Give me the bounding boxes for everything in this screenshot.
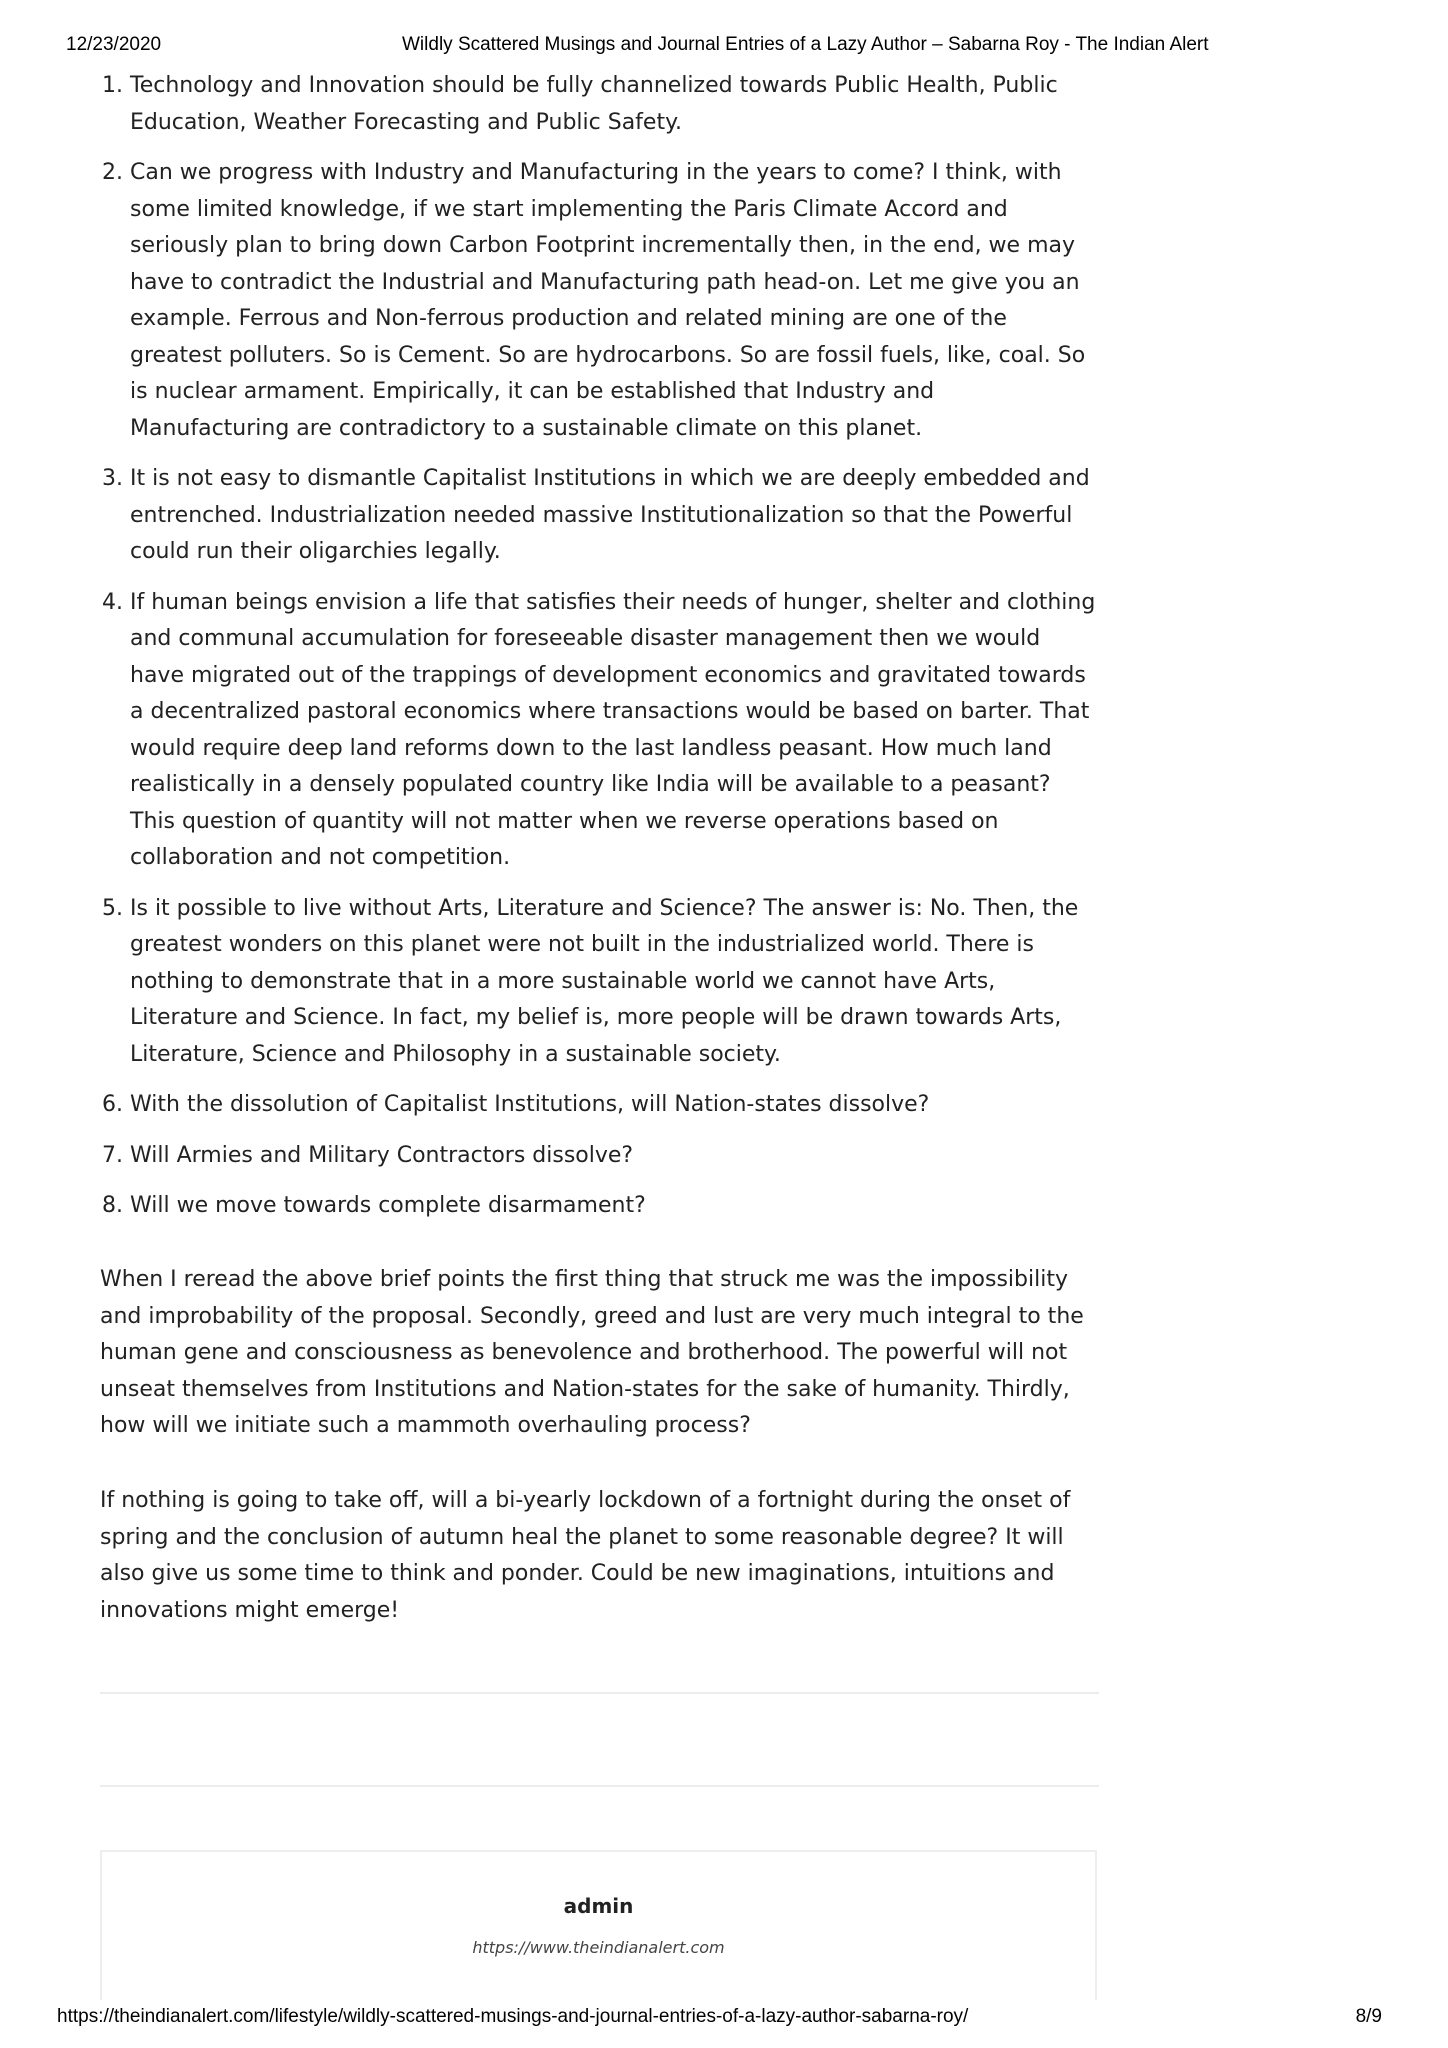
list-item: 2. Can we progress with Industry and Manufacturing in the years to come? I think, with some limited knowledge, if we start implementing the Paris Climate Accord and seriously plan to bring down Carbon Footprint incrementally then, in the end, we may have to contradict the Industrial and Manufacturing path head-on. Let me give you an example. Ferrous and Non-ferrous production and related mining are one of the greatest polluters. So is Cement. So are hydrocarbons. So are fossil fuels, like, coal. So is nuclear armament. Empirically, it can be established that Industry and Manufacturing are contradictory to a sustainable climate on this planet. xyxy=(130,155,1100,447)
divider xyxy=(100,1785,1099,1787)
print-page-number: 8/9 xyxy=(1355,2006,1382,2027)
list-item: 1. Technology and Innovation should be fully channelized towards Public Health, Public Education, Weather Forecasting and Public Safety. xyxy=(130,68,1100,141)
print-page-title: Wildly Scattered Musings and Journal Entries of a Lazy Author – Sabarna Roy - The Indian Alert xyxy=(402,34,1209,55)
author-website-link[interactable]: https://www.theindianalert.com xyxy=(472,1938,725,1957)
author-name-link[interactable]: admin xyxy=(563,1894,634,1918)
numbered-list xyxy=(100,68,1100,1225)
print-header xyxy=(66,34,1382,60)
print-date: 12/23/2020 xyxy=(66,34,162,55)
list-item: 5. Is it possible to live without Arts, Literature and Science? The answer is: No. Then, the greatest wonders on this planet were not built in the industrialized world. There is nothing to demonstrate that in a more sustainable world we cannot have Arts, Literature and Science. In fact, my belief is, more people will be drawn towards Arts, Literature, Science and Philosophy in a sustainable society. xyxy=(130,891,1100,1074)
list-item: 8. Will we move towards complete disarmament? xyxy=(130,1188,1100,1225)
list-item: 7. Will Armies and Military Contractors dissolve? xyxy=(130,1138,1100,1175)
article-body xyxy=(100,68,1100,1239)
list-item: 3. It is not easy to dismantle Capitalist Institutions in which we are deeply embedded and entrenched. Industrialization needed massive Institutionalization so that the Powerful could run their oligarchies legally. xyxy=(130,461,1100,571)
print-footer xyxy=(57,2006,1382,2032)
list-item: 6. With the dissolution of Capitalist Institutions, will Nation-states dissolve? xyxy=(130,1087,1100,1124)
list-item: 4. If human beings envision a life that satisfies their needs of hunger, shelter and clothing and communal accumulation for foreseeable disaster management then we would have migrated out of the trappings of development economics and gravitated towards a decentralized pastoral economics where transactions would be based on barter. That would require deep land reforms down to the last landless peasant. How much land realistically in a densely populated country like India will be available to a peasant? This question of quantity will not matter when we reverse operations based on collaboration and not competition. xyxy=(130,585,1100,877)
article-paragraph-1: When I reread the above brief points the first thing that struck me was the impossibility and improbability of the proposal. Secondly, greed and lust are very much integral to the human gene and consciousness as benevolence and brotherhood. The powerful will not unseat themselves from Institutions and Nation-states for the sake of humanity. Thirdly, how will we initiate such a mammoth overhauling process? xyxy=(100,1267,1084,1438)
author-box xyxy=(100,1850,1097,2000)
divider xyxy=(100,1692,1099,1694)
article-paragraph-2: If nothing is going to take off, will a bi-yearly lockdown of a fortnight during the onset of spring and the conclusion of autumn heal the planet to some reasonable degree? It will also give us some time to think and ponder. Could be new imaginations, intuitions and innovations might emerge! xyxy=(100,1488,1071,1623)
print-page-url: https://theindianalert.com/lifestyle/wildly-scattered-musings-and-journal-entries-of-a-lazy-author-sabarna-roy/ xyxy=(57,2006,969,2027)
